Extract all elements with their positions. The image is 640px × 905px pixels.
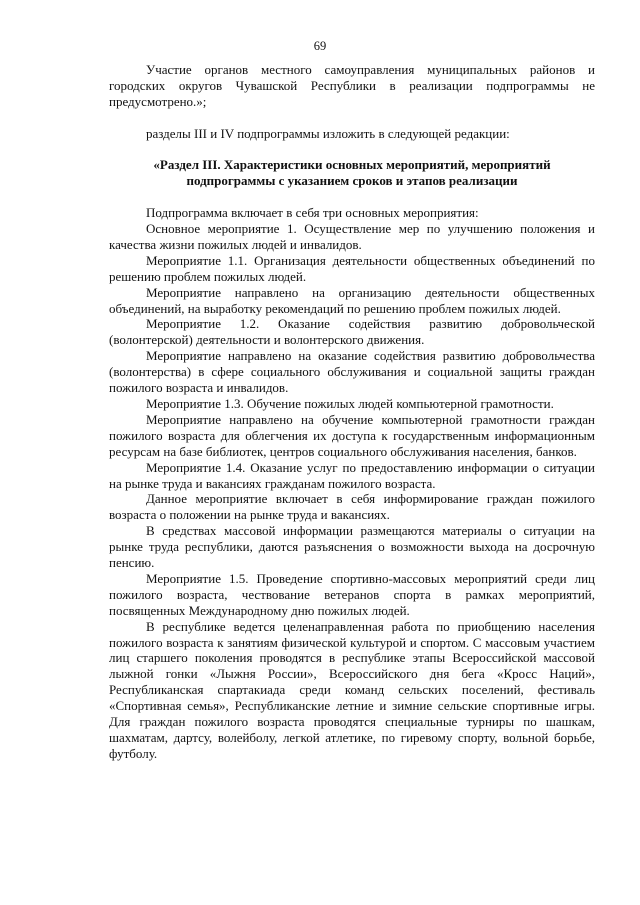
section-heading: «Раздел III. Характеристики основных мероприятий, мероприятий подпрограммы с указанием сроков и этапов реализации	[153, 157, 551, 189]
paragraph: Подпрограмма включает в себя три основных мероприятия:	[146, 205, 479, 221]
paragraph: Мероприятие направлено на организацию деятельности общественных объединений, на выработку рекомендаций по решению проблем пожилых людей.	[109, 284, 595, 316]
paragraph: Данное мероприятие включает в себя информирование граждан пожилого возраста о положении на рынке труда и вакансиях.	[109, 491, 595, 523]
paragraph: Мероприятие 1.5. Проведение спортивно-массовых мероприятий среди лиц пожилого возраста, чествование ветеранов спорта в рамках мероприятий, посвященных Международному дню пожилых людей.	[109, 570, 595, 618]
paragraph: Мероприятие 1.1. Организация деятельности общественных объединений по решению проблем пожилых людей.	[109, 252, 595, 284]
paragraph-municipal-participation: Участие органов местного самоуправления муниципальных районов и городских округов Чувашской Республики в реализации подпрограммы не предусмотрено.»;	[109, 62, 595, 109]
paragraph-sections-intro: разделы III и IV подпрограммы изложить в следующей редакции:	[146, 125, 510, 141]
document-body	[109, 62, 595, 762]
paragraph: Мероприятие направлено на обучение компьютерной грамотности граждан пожилого возраста для облегчения их доступа к государственным информационным ресурсам на базе библиотек, центров социального обслуживания населения, банков.	[109, 411, 595, 459]
page-number: 69	[313, 39, 327, 53]
paragraph: В средствах массовой информации размещаются материалы о ситуации на рынке труда республики, даются разъяснения о возможности выхода на досрочную пенсию.	[109, 523, 595, 571]
paragraph: Мероприятие 1.2. Оказание содействия развитию добровольческой (волонтерской) деятельности и волонтерского движения.	[109, 316, 595, 348]
paragraph: Мероприятие 1.4. Оказание услуг по предоставлению информации о ситуации на рынке труда и вакансиях гражданам пожилого возраста.	[109, 459, 595, 491]
paragraph: В республике ведется целенаправленная работа по приобщению населения пожилого возраста к занятиям физической культурой и спортом. С массовым участием лиц старшего поколения проводятся в республике этапы Всероссийской массовой лыжной гонки «Лыжня России», Всероссийского дня бега «Кросс Наций», Республиканская спартакиада среди команд сельских поселений, фестиваль «Спортивная семья», Республиканские летние и зимние сельские спортивные игры. Для граждан пожилого возраста проводятся специальные турниры по шашкам, шахматам, дартсу, волейболу, легкой атлетике, по гиревому спорту, вольной борьбе, футболу.	[109, 618, 595, 761]
paragraph: Основное мероприятие 1. Осуществление мер по улучшению положения и качества жизни пожилых людей и инвалидов.	[109, 221, 595, 252]
paragraph: Мероприятие направлено на оказание содействия развитию добровольчества (волонтерства) в сфере социального обслуживания и социальной защиты граждан пожилого возраста и инвалидов.	[109, 348, 595, 396]
paragraph: Мероприятие 1.3. Обучение пожилых людей компьютерной грамотности.	[146, 395, 554, 411]
